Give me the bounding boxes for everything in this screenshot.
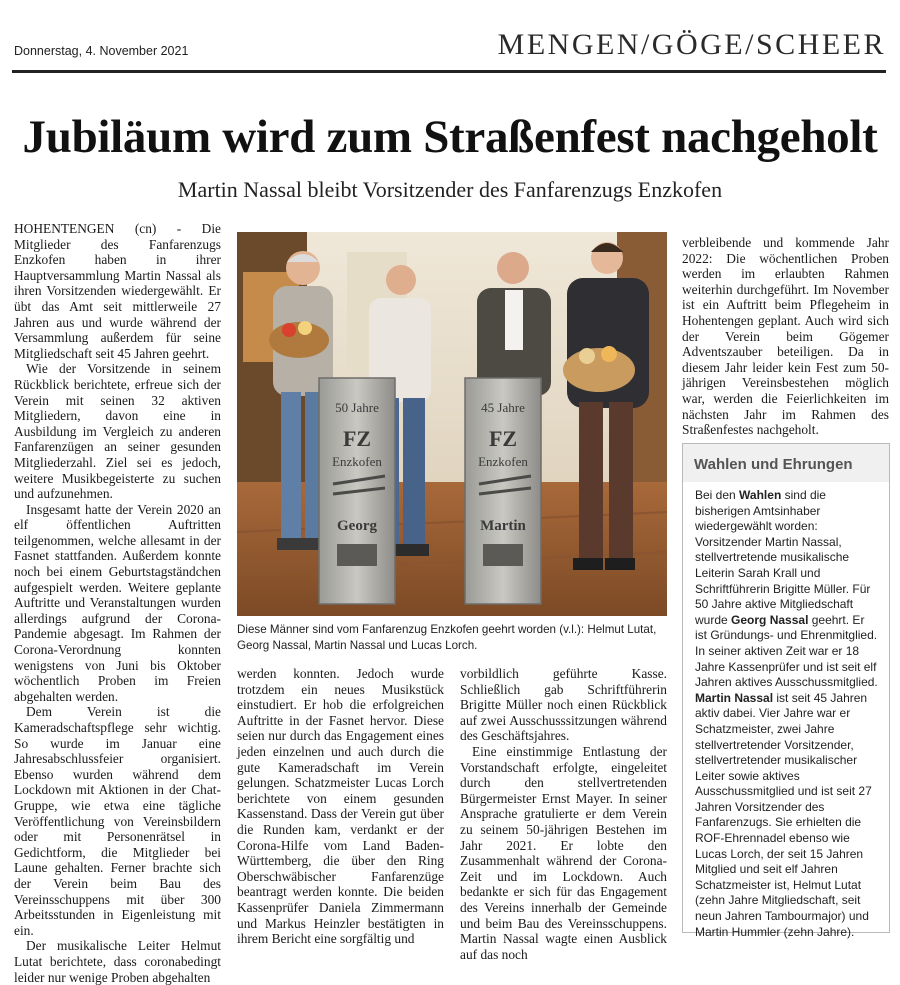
issue-date: Donnerstag, 4. November 2021 xyxy=(14,44,189,58)
stand-left-club: Enzkofen xyxy=(332,454,382,469)
article-column-1 xyxy=(14,221,221,985)
info-box xyxy=(682,443,890,939)
article-paragraph: HOHENTENGEN (cn) - Die Mitglieder des Fanfarenzugs Enzkofen haben in ihrer Hauptversammlung Martin Nassal als ihren Vorsitzenden wiedergewählt. Er übt das Amt seit mittlerweile 27 Jahren aus und wurde während der Versammlung außerdem für seine Mitgliedschaft seit 45 Jahren geehrt. xyxy=(14,221,221,361)
info-box-paragraph: Bei den Wahlen sind die bisherigen Amtsinhaber wiedergewählt worden: Vorsitzender Martin Nassal, stellvertretende musikalische Leiterin Sarah Krall und Schriftführerin Brigitte Müller. Für 50 Jahre aktive Mitgliedschaft wurde Georg Nassal geehrt. Er ist Gründungs- und Ehrenmitglied. In seiner aktiven Zeit war er 18 Jahre Kassenprüfer und ist seit elf Jahren aktives Ausschussmitglied. xyxy=(695,488,878,690)
stand-left-fz: FZ xyxy=(342,426,372,451)
article-paragraph: verbleibende und kommende Jahr 2022: Die wöchentlichen Proben werden im erlaubten Rahmen weiterhin durchgeführt. Im November ist ein Auftritt beim Pflegeheim in Hohentengen geplant. Auch wird sich der Verein beim Gögemer Adventszauber beteiligen. Da in diesem Jahr leider kein Fest zum 50-jährigen Vereinsbestehen möglich war, werden die Feierlichkeiten im nächsten Jahr im Rahmen des Straßenfestes nachgeholt. xyxy=(682,235,889,438)
article-subheadline: Martin Nassal bleibt Vorsitzender des Fanfarenzugs Enzkofen xyxy=(177,177,723,202)
article-paragraph: Insgesamt hatte der Verein 2020 an elf öffentlichen Auftritten teilgenommen, welche allesamt in der Fasnet stattfanden. Außerdem konnte noch bei einem Geburtstagständchen aufgespielt werden. Weitere geplante Auftritte und Veranstaltungen wurden allerdings aufgrund der Corona-Pandemie abgesagt. Im Rahmen der Corona-Verordnung konnten wenigstens von Juni bis Oktober wöchentlich Proben im Freien abgehalten werden. xyxy=(14,501,221,704)
header-rule xyxy=(12,70,886,73)
stand-left-name: Georg xyxy=(337,518,377,534)
info-box-paragraph: Martin Nassal ist seit 45 Jahren aktiv dabei. Vier Jahre war er Schatzmeister, zwei Jahre stellvertretender Vorsitzender, stellvertretender musikalischer Leiter sowie aktives Ausschussmitglied und ist seit 27 Jahren Vorsitzender des Fanfarenzugs. Sie erhielten die ROF-Ehrennadel ebenso wie Lucas Lorch, der seit 15 Jahren Mitglied und seit elf Jahren Schatzmeister ist, Helmut Lutat (zehn Jahre Mitgliedschaft, seit neun Jahren Tambourmajor) und Martin Hummler (zehn Jahre). xyxy=(695,690,872,939)
article-column-2 xyxy=(237,666,444,946)
stand-left-years: 50 Jahre xyxy=(335,400,379,415)
article-paragraph: Wie der Vorsitzende in seinem Rückblick berichtete, erfreue sich der Verein mit seinen 32 aktiven Mitgliedern, davon eine in Ausbildung im Vergleich zu anderen Fanfarenzügen an seiner gesunden Mitgliederzahl. Ziel sei es jedoch, weitere Musikbegeisterte zu suchen und aufzunehmen. xyxy=(14,361,221,502)
article-paragraph: werden konnten. Jedoch wurde trotzdem ein neues Musikstück einstudiert. Er hob die erfolgreichen Auftritte in der Fasnet hervor. Diese seien nur durch das Engagement eines jeden einzelnen und auch durch die gute Kameradschaft im Verein gelungen. Schatzmeister Lucas Lorch berichtete von einem gesunden Kassenstand. Dass der Verein gut über die Runden kam, verdankt er der Corona-Hilfe vom Land Baden-Württemberg, die über den Ring Oberschwäbischer Fanfarenzüge beantragt werden konnte. Die beiden Kassenprüfer Daniela Zimmermann und Markus Heinzler bestätigten in ihrem Bericht eine sorgfältig und xyxy=(237,666,444,947)
photo-illustration xyxy=(237,232,667,616)
stand-right-fz: FZ xyxy=(488,426,518,451)
info-box-title: Wahlen und Ehrungen xyxy=(683,444,889,482)
article-paragraph: Eine einstimmige Entlastung der Vorstandschaft erfolgte, eingeleitet durch den stellvertretenden Bürgermeister Ernst Mayer. In seiner Ansprache gratulierte er dem Verein zu seinem 50-jährigen Bestehen im Jahr 2021. Er lobte den Zusammenhalt während der Corona-Zeit und im Lockdown. Auch bedankte er sich für das Engagement des Vereins innerhalb der Gemeinde und beim Bau des Vereinsschuppens. Martin Nassal wagte einen Ausblick auf das noch xyxy=(460,743,667,962)
article-column-4 xyxy=(682,235,889,438)
stand-right-name: Martin xyxy=(480,518,526,534)
article-headline: Jubiläum wird zum Straßenfest nachgeholt xyxy=(22,111,878,163)
article-paragraph: vorbildlich geführte Kasse. Schließlich gab Schriftführerin Brigitte Müller noch einen Rückblick auf zwei Ausschusssitzungen während des Geschäftsjahres. xyxy=(460,666,667,744)
honor-stand-right xyxy=(465,378,541,604)
section-title: MENGEN/GÖGE/SCHEER xyxy=(497,28,886,61)
article-paragraph: Dem Verein ist die Kameradschaftspflege sehr wichtig. So wurde im Januar eine Jahresabschlussfeier organisiert. Ebenso wurden während dem Lockdown mit Aktionen in der Chat-Gruppe, wie etwa eine tägliche Veröffentlichung von Vereinsbildern oder mit Personenrätsel in Gedichtform, die Mitglieder bei Laune gehalten. Ferner brachte sich der Verein beim Bau des Vereinsschuppens mit über 300 Arbeitsstunden in Eigenleistung mit ein. xyxy=(14,704,221,938)
info-box-text xyxy=(683,482,889,940)
page-header xyxy=(12,26,886,70)
photo-caption: Diese Männer sind vom Fanfarenzug Enzkofen geehrt worden (v.l.): Helmut Lutat, Georg Nassal, Martin Nassal und Lucas Lorch. xyxy=(237,623,657,652)
article-photo xyxy=(237,232,667,616)
stand-right-club: Enzkofen xyxy=(478,454,528,469)
stand-right-years: 45 Jahre xyxy=(481,400,525,415)
article-column-3 xyxy=(460,666,667,962)
article-paragraph: Der musikalische Leiter Helmut Lutat berichtete, dass coronabedingt leider nur wenige Proben abgehalten xyxy=(14,938,221,985)
honor-stand-left xyxy=(319,378,395,604)
